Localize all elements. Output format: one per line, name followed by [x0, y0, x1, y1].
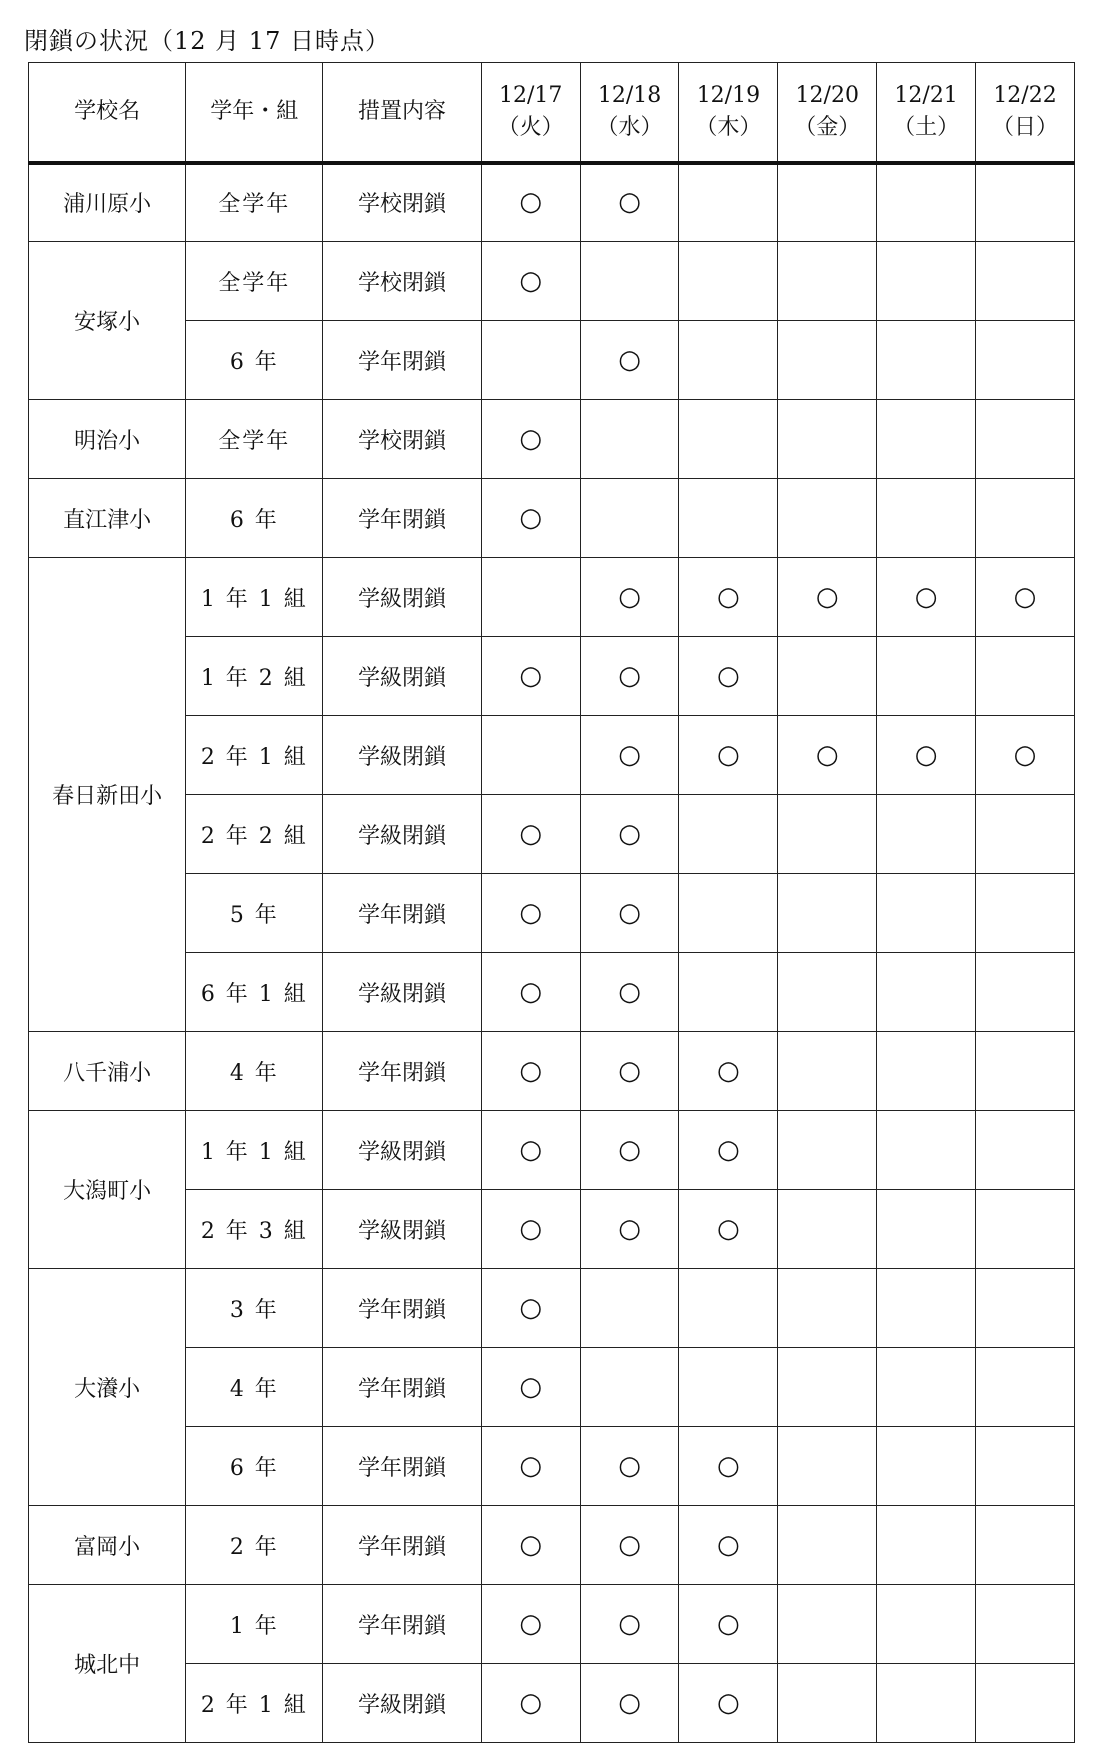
day-status-cell: [976, 1506, 1075, 1585]
table-body: [29, 163, 1075, 1743]
day-status-cell: [580, 637, 679, 716]
closed-mark: ○: [618, 344, 641, 375]
day-status-cell: [877, 321, 976, 400]
day-status-cell: [679, 1506, 778, 1585]
measure-cell: 学年閉鎖: [323, 321, 481, 400]
day-status-cell: [481, 1190, 580, 1269]
closed-mark: ○: [717, 660, 740, 691]
school-name-cell: 直江津小: [29, 479, 186, 558]
day-status-cell: [679, 1348, 778, 1427]
header-day-2: [580, 63, 679, 163]
closed-mark: ○: [519, 1529, 543, 1560]
measure-cell: 学級閉鎖: [323, 953, 481, 1032]
day-status-cell: [877, 1585, 976, 1664]
grade-class-cell: 全学年: [186, 400, 323, 479]
measure-cell: 学年閉鎖: [323, 479, 481, 558]
closed-mark: ○: [519, 1371, 543, 1402]
day-date: 12/20: [795, 82, 859, 108]
table-row: [29, 637, 1075, 716]
day-status-cell: [481, 1269, 580, 1348]
day-status-cell: [580, 558, 679, 637]
header-day-3: [679, 63, 778, 163]
day-status-cell: [976, 163, 1075, 242]
day-status-cell: [679, 1269, 778, 1348]
school-name-cell: 城北中: [29, 1585, 186, 1743]
day-status-cell: [580, 1111, 679, 1190]
closed-mark: ○: [1013, 581, 1037, 612]
day-status-cell: [481, 163, 580, 242]
day-status-cell: [580, 1032, 679, 1111]
day-status-cell: [481, 1664, 580, 1743]
grade-class-cell: 6 年: [186, 479, 323, 558]
closed-mark: ○: [618, 1055, 641, 1086]
closed-mark: ○: [618, 1529, 641, 1560]
header-row: [29, 63, 1075, 163]
page-title: 閉鎖の状況（12 月 17 日時点）: [24, 27, 390, 55]
day-status-cell: [976, 1269, 1075, 1348]
day-status-cell: [481, 795, 580, 874]
day-status-cell: [976, 242, 1075, 321]
day-status-cell: [580, 874, 679, 953]
day-status-cell: [481, 479, 580, 558]
closed-mark: ○: [519, 502, 543, 533]
table-row: [29, 795, 1075, 874]
grade-class-cell: 1 年 2 組: [186, 637, 323, 716]
day-status-cell: [778, 1506, 877, 1585]
school-name-cell: 大潟町小: [29, 1111, 186, 1269]
closed-mark: ○: [618, 581, 641, 612]
closed-mark: ○: [519, 976, 543, 1007]
header-day-6: [976, 63, 1075, 163]
day-status-cell: [877, 716, 976, 795]
day-status-cell: [679, 795, 778, 874]
table-row: [29, 716, 1075, 795]
day-status-cell: [580, 1664, 679, 1743]
closed-mark: ○: [519, 187, 543, 218]
day-status-cell: [877, 1348, 976, 1427]
day-status-cell: [580, 953, 679, 1032]
day-date: 12/22: [993, 82, 1057, 108]
closed-mark: ○: [519, 423, 543, 454]
day-weekday: （水）: [596, 114, 663, 140]
day-status-cell: [679, 1190, 778, 1269]
day-status-cell: [976, 795, 1075, 874]
day-status-cell: [481, 874, 580, 953]
day-status-cell: [778, 1032, 877, 1111]
closed-mark: ○: [519, 660, 543, 691]
closed-mark: ○: [717, 1134, 740, 1165]
day-status-cell: [877, 637, 976, 716]
day-status-cell: [877, 1111, 976, 1190]
day-status-cell: [481, 242, 580, 321]
day-status-cell: [679, 1427, 778, 1506]
closed-mark: ○: [914, 581, 938, 612]
day-status-cell: [976, 558, 1075, 637]
closed-mark: ○: [815, 581, 839, 612]
day-status-cell: [877, 953, 976, 1032]
day-status-cell: [976, 1427, 1075, 1506]
table-row: [29, 242, 1075, 321]
day-status-cell: [580, 242, 679, 321]
day-status-cell: [778, 242, 877, 321]
closed-mark: ○: [717, 1608, 740, 1639]
grade-class-cell: 6 年: [186, 1427, 323, 1506]
table-row: [29, 1348, 1075, 1427]
day-status-cell: [481, 1506, 580, 1585]
day-status-cell: [877, 1664, 976, 1743]
measure-cell: 学年閉鎖: [323, 1506, 481, 1585]
day-status-cell: [580, 1506, 679, 1585]
measure-cell: 学校閉鎖: [323, 242, 481, 321]
grade-class-cell: 5 年: [186, 874, 323, 953]
measure-cell: 学級閉鎖: [323, 637, 481, 716]
day-status-cell: [580, 1427, 679, 1506]
grade-class-cell: 1 年 1 組: [186, 558, 323, 637]
measure-cell: 学年閉鎖: [323, 1348, 481, 1427]
grade-class-cell: 1 年 1 組: [186, 1111, 323, 1190]
day-status-cell: [679, 558, 778, 637]
day-status-cell: [580, 795, 679, 874]
grade-class-cell: 2 年 2 組: [186, 795, 323, 874]
closed-mark: ○: [519, 1292, 543, 1323]
table-row: [29, 1664, 1075, 1743]
day-status-cell: [481, 953, 580, 1032]
closed-mark: ○: [815, 739, 839, 770]
day-status-cell: [778, 1190, 877, 1269]
closed-mark: ○: [1013, 739, 1037, 770]
closed-mark: ○: [717, 1687, 740, 1718]
day-status-cell: [778, 558, 877, 637]
day-status-cell: [877, 795, 976, 874]
day-status-cell: [679, 637, 778, 716]
day-status-cell: [778, 874, 877, 953]
closed-mark: ○: [618, 1608, 641, 1639]
measure-cell: 学級閉鎖: [323, 716, 481, 795]
closed-mark: ○: [519, 1213, 543, 1244]
grade-class-cell: 2 年 3 組: [186, 1190, 323, 1269]
day-status-cell: [481, 1348, 580, 1427]
day-status-cell: [976, 953, 1075, 1032]
table-row: [29, 1506, 1075, 1585]
day-status-cell: [778, 1585, 877, 1664]
day-status-cell: [778, 1111, 877, 1190]
day-weekday: （日）: [992, 114, 1059, 140]
table-row: [29, 321, 1075, 400]
day-status-cell: [778, 1269, 877, 1348]
closed-mark: ○: [618, 1450, 641, 1481]
day-status-cell: [778, 321, 877, 400]
closed-mark: ○: [519, 1055, 543, 1086]
measure-cell: 学級閉鎖: [323, 1111, 481, 1190]
day-status-cell: [976, 637, 1075, 716]
table-row: [29, 1111, 1075, 1190]
day-status-cell: [778, 953, 877, 1032]
day-status-cell: [679, 1032, 778, 1111]
closed-mark: ○: [618, 976, 641, 1007]
header-grade-class: 学年・組: [186, 63, 323, 163]
day-status-cell: [580, 163, 679, 242]
day-status-cell: [481, 1032, 580, 1111]
day-status-cell: [679, 953, 778, 1032]
day-weekday: （金）: [794, 114, 861, 140]
day-status-cell: [679, 479, 778, 558]
day-weekday: （土）: [893, 114, 960, 140]
table-row: [29, 874, 1075, 953]
school-name-cell: 安塚小: [29, 242, 186, 400]
table-row: [29, 1585, 1075, 1664]
day-status-cell: [481, 321, 580, 400]
day-status-cell: [877, 1269, 976, 1348]
day-status-cell: [976, 1664, 1075, 1743]
measure-cell: 学年閉鎖: [323, 1269, 481, 1348]
closed-mark: ○: [519, 1450, 543, 1481]
closed-mark: ○: [519, 1134, 543, 1165]
day-status-cell: [580, 479, 679, 558]
measure-cell: 学級閉鎖: [323, 1664, 481, 1743]
school-name-cell: 大瀁小: [29, 1269, 186, 1506]
closed-mark: ○: [519, 1687, 543, 1718]
header-day-5: [877, 63, 976, 163]
grade-class-cell: 1 年: [186, 1585, 323, 1664]
day-status-cell: [877, 558, 976, 637]
measure-cell: 学年閉鎖: [323, 1427, 481, 1506]
measure-cell: 学校閉鎖: [323, 400, 481, 479]
day-status-cell: [679, 163, 778, 242]
day-status-cell: [976, 1348, 1075, 1427]
day-status-cell: [877, 1506, 976, 1585]
day-status-cell: [877, 1427, 976, 1506]
day-status-cell: [679, 321, 778, 400]
day-status-cell: [481, 558, 580, 637]
day-status-cell: [580, 1190, 679, 1269]
closed-mark: ○: [618, 897, 641, 928]
closed-mark: ○: [618, 739, 641, 770]
measure-cell: 学級閉鎖: [323, 558, 481, 637]
measure-cell: 学級閉鎖: [323, 1190, 481, 1269]
closed-mark: ○: [618, 818, 641, 849]
day-status-cell: [679, 716, 778, 795]
grade-class-cell: 4 年: [186, 1348, 323, 1427]
day-status-cell: [481, 716, 580, 795]
day-status-cell: [580, 716, 679, 795]
day-status-cell: [877, 400, 976, 479]
table-row: [29, 953, 1075, 1032]
grade-class-cell: 2 年 1 組: [186, 716, 323, 795]
day-status-cell: [481, 1111, 580, 1190]
table-row: [29, 400, 1075, 479]
table-row: [29, 1427, 1075, 1506]
closed-mark: ○: [618, 1134, 641, 1165]
day-date: 12/17: [498, 82, 563, 108]
closed-mark: ○: [717, 1450, 740, 1481]
day-status-cell: [976, 1032, 1075, 1111]
day-status-cell: [580, 1348, 679, 1427]
closure-status-table: [28, 62, 1075, 1743]
closed-mark: ○: [618, 187, 641, 218]
closed-mark: ○: [618, 1213, 641, 1244]
day-status-cell: [679, 1585, 778, 1664]
day-date: 12/18: [597, 82, 662, 108]
day-status-cell: [580, 321, 679, 400]
day-status-cell: [580, 1269, 679, 1348]
day-status-cell: [778, 716, 877, 795]
day-weekday: （火）: [497, 114, 564, 140]
measure-cell: 学年閉鎖: [323, 1585, 481, 1664]
school-name-cell: 春日新田小: [29, 558, 186, 1032]
day-status-cell: [877, 242, 976, 321]
day-status-cell: [679, 242, 778, 321]
closed-mark: ○: [519, 897, 543, 928]
closed-mark: ○: [914, 739, 938, 770]
closed-mark: ○: [519, 265, 543, 296]
school-name-cell: 八千浦小: [29, 1032, 186, 1111]
day-status-cell: [976, 1190, 1075, 1269]
header-measure: 措置内容: [323, 63, 481, 163]
closed-mark: ○: [717, 1529, 740, 1560]
day-status-cell: [976, 321, 1075, 400]
day-status-cell: [778, 400, 877, 479]
day-status-cell: [976, 1111, 1075, 1190]
grade-class-cell: 6 年: [186, 321, 323, 400]
day-status-cell: [877, 163, 976, 242]
table-row: [29, 163, 1075, 242]
table-row: [29, 1190, 1075, 1269]
day-status-cell: [481, 400, 580, 479]
day-status-cell: [481, 1585, 580, 1664]
closed-mark: ○: [717, 739, 740, 770]
grade-class-cell: 6 年 1 組: [186, 953, 323, 1032]
grade-class-cell: 4 年: [186, 1032, 323, 1111]
grade-class-cell: 2 年: [186, 1506, 323, 1585]
closed-mark: ○: [519, 818, 543, 849]
closed-mark: ○: [717, 1213, 740, 1244]
day-status-cell: [580, 1585, 679, 1664]
day-status-cell: [877, 874, 976, 953]
day-status-cell: [679, 874, 778, 953]
header-day-4: [778, 63, 877, 163]
day-date: 12/21: [894, 82, 958, 108]
day-status-cell: [778, 1427, 877, 1506]
table-row: [29, 1032, 1075, 1111]
school-name-cell: 浦川原小: [29, 163, 186, 242]
day-status-cell: [778, 163, 877, 242]
header-school: 学校名: [29, 63, 186, 163]
day-status-cell: [679, 1664, 778, 1743]
day-status-cell: [976, 716, 1075, 795]
day-status-cell: [778, 479, 877, 558]
school-name-cell: 明治小: [29, 400, 186, 479]
closed-mark: ○: [618, 1687, 641, 1718]
day-status-cell: [778, 1348, 877, 1427]
day-status-cell: [481, 637, 580, 716]
day-status-cell: [877, 1190, 976, 1269]
day-status-cell: [976, 479, 1075, 558]
grade-class-cell: 全学年: [186, 242, 323, 321]
day-weekday: （木）: [695, 114, 762, 140]
day-status-cell: [778, 637, 877, 716]
day-status-cell: [976, 874, 1075, 953]
day-status-cell: [481, 1427, 580, 1506]
grade-class-cell: 2 年 1 組: [186, 1664, 323, 1743]
day-status-cell: [877, 1032, 976, 1111]
day-status-cell: [679, 1111, 778, 1190]
day-status-cell: [580, 400, 679, 479]
day-status-cell: [778, 795, 877, 874]
measure-cell: 学校閉鎖: [323, 163, 481, 242]
header-day-1: [481, 63, 580, 163]
day-status-cell: [976, 1585, 1075, 1664]
table-row: [29, 1269, 1075, 1348]
day-status-cell: [679, 400, 778, 479]
grade-class-cell: 全学年: [186, 163, 323, 242]
closed-mark: ○: [717, 1055, 740, 1086]
day-date: 12/19: [696, 82, 761, 108]
measure-cell: 学年閉鎖: [323, 874, 481, 953]
grade-class-cell: 3 年: [186, 1269, 323, 1348]
measure-cell: 学年閉鎖: [323, 1032, 481, 1111]
closed-mark: ○: [618, 660, 641, 691]
day-status-cell: [877, 479, 976, 558]
closed-mark: ○: [519, 1608, 543, 1639]
day-status-cell: [976, 400, 1075, 479]
closed-mark: ○: [717, 581, 740, 612]
school-name-cell: 富岡小: [29, 1506, 186, 1585]
table-row: [29, 558, 1075, 637]
day-status-cell: [778, 1664, 877, 1743]
measure-cell: 学級閉鎖: [323, 795, 481, 874]
table-row: [29, 479, 1075, 558]
